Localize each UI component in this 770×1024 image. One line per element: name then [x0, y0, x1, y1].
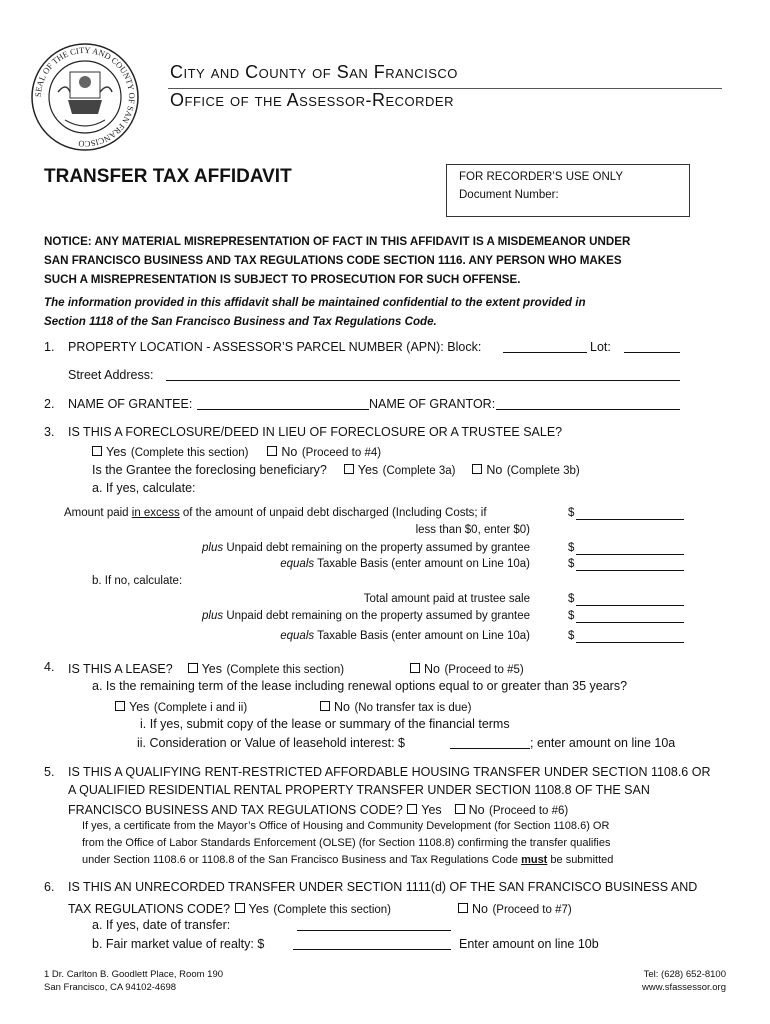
q3b-amount3-dollar: $	[568, 630, 575, 642]
beneficiary-question: Is the Grantee the foreclosing beneficiary?	[92, 463, 327, 477]
q4a-ii-label: ii. Consideration or Value of leasehold interest: $	[137, 736, 405, 750]
notice-line: SAN FRANCISCO BUSINESS AND TAX REGULATIONS CODE SECTION 1116. ANY PERSON WHO MAKES	[44, 254, 622, 267]
q2-number: 2.	[44, 397, 55, 411]
q1-label: PROPERTY LOCATION - ASSESSOR’S PARCEL NUMBER (APN): Block:	[68, 340, 482, 354]
beneficiary-yes-checkbox[interactable]	[344, 464, 354, 474]
grantor-label: NAME OF GRANTOR:	[369, 397, 496, 411]
confidentiality-statement	[44, 293, 586, 331]
q3b-row2	[100, 610, 530, 622]
q3a-amount3-field[interactable]	[576, 558, 684, 571]
q3b-amount1-dollar: $	[568, 593, 575, 605]
block-field[interactable]	[503, 340, 587, 353]
q4-question: IS THIS A LEASE?	[68, 662, 173, 676]
q3b-label: b. If no, calculate:	[92, 575, 183, 587]
q6-no-option	[458, 900, 572, 918]
q3b-amount2-dollar: $	[568, 610, 575, 622]
q5-line3: FRANCISCO BUSINESS AND TAX REGULATIONS CODE?	[68, 803, 403, 817]
q3a-amount2-field[interactable]	[576, 542, 684, 555]
footer-address-line1: 1 Dr. Carlton B. Goodlett Place, Room 190	[44, 969, 224, 980]
footer-contact	[520, 968, 726, 994]
footer-website[interactable]: www.sfassessor.org	[642, 982, 726, 993]
header-office: Office of the Assessor-Recorder	[170, 90, 454, 110]
q4a-no-label: No	[334, 700, 350, 714]
grantee-label: NAME OF GRANTEE:	[68, 397, 193, 411]
equals-label: equals	[280, 558, 315, 570]
leasehold-value-field[interactable]	[450, 736, 530, 749]
beneficiary-no-note: (Complete 3b)	[506, 465, 580, 477]
notice-line: NOTICE: ANY MATERIAL MISREPRESENTATION OF FACT IN THIS AFFIDAVIT IS A MISDEMEANOR UNDER	[44, 235, 631, 248]
q4a-i: i. If yes, submit copy of the lease or summary of the financial terms	[140, 717, 510, 731]
confidential-line: Section 1118 of the San Francisco Business and Tax Regulations Code.	[44, 315, 437, 328]
q3a-row2-text: Unpaid debt remaining on the property assumed by grantee	[223, 542, 530, 554]
q3b-amount3-field[interactable]	[576, 630, 684, 643]
seal-text: SEAL OF THE CITY AND COUNTY OF SAN FRANCISCO	[32, 44, 138, 150]
q4a-no-option	[320, 698, 471, 716]
header-divider	[168, 88, 722, 89]
q5-note3-must: must	[521, 854, 548, 866]
q4a-question: a. Is the remaining term of the lease including renewal options equal to or greater than 35 years?	[92, 679, 628, 693]
q5-note3-pre: under Section 1108.6 or 1108.8 of the San Francisco Business and Tax Regulations Code	[82, 854, 522, 866]
lot-label: Lot:	[590, 340, 611, 354]
footer-address-line2: San Francisco, CA 94102-4698	[44, 982, 177, 993]
q3a-label: a. If yes, calculate:	[92, 481, 196, 495]
q3a-row3	[100, 558, 530, 570]
q6-yes-note: (Complete this section)	[273, 904, 391, 916]
q6-line2-row	[68, 900, 391, 918]
q4a-yes-note: (Complete i and ii)	[153, 702, 248, 714]
q5-line3-row	[68, 801, 568, 819]
q3a-row1	[64, 507, 487, 519]
q3-yes-note: (Complete this section)	[130, 447, 249, 459]
q4-yes-checkbox[interactable]	[188, 663, 198, 673]
q5-note3-post: be submitted	[547, 854, 614, 866]
q3b-row2-text: Unpaid debt remaining on the property assumed by grantee	[223, 610, 530, 622]
q3-no-checkbox[interactable]	[267, 446, 277, 456]
q6-no-checkbox[interactable]	[458, 903, 468, 913]
q3-question: IS THIS A FORECLOSURE/DEED IN LIEU OF FORECLOSURE OR A TRUSTEE SALE?	[68, 425, 563, 439]
q4a-no-checkbox[interactable]	[320, 701, 330, 711]
plus-label: plus	[202, 542, 224, 554]
q5-no-label: No	[468, 803, 485, 817]
beneficiary-no-label: No	[486, 463, 503, 477]
confidential-line: The information provided in this affidavit shall be maintained confidential to the extent provided in	[44, 296, 586, 309]
q3-no-label: No	[281, 445, 298, 459]
q6-yes-checkbox[interactable]	[235, 903, 245, 913]
q3a-row3-text: Taxable Basis (enter amount on Line 10a)	[314, 558, 530, 570]
q3-yes-checkbox[interactable]	[92, 446, 102, 456]
q6b-post: Enter amount on line 10b	[459, 937, 599, 951]
q4-number: 4.	[44, 660, 55, 674]
q3-yes-label: Yes	[106, 445, 127, 459]
q4-no-option	[410, 660, 524, 678]
q4-no-note: (Proceed to #5)	[444, 664, 524, 676]
q4-yes-label: Yes	[201, 662, 222, 676]
street-address-label: Street Address:	[68, 368, 154, 382]
footer-address	[44, 968, 223, 994]
q5-note2: from the Office of Labor Standards Enforcement (OLSE) (for Section 1108.8) confirming the transfer qualifies	[82, 837, 611, 849]
recorder-use-label: FOR RECORDER’S USE ONLY	[459, 171, 624, 183]
street-address-field[interactable]	[166, 368, 680, 381]
q4a-no-note: (No transfer tax is due)	[354, 702, 472, 714]
q4a-yes-checkbox[interactable]	[115, 701, 125, 711]
q5-line1: IS THIS A QUALIFYING RENT-RESTRICTED AFFORDABLE HOUSING TRANSFER UNDER SECTION 1108.6 OR	[68, 765, 711, 779]
q5-yes-checkbox[interactable]	[407, 804, 417, 814]
grantor-field[interactable]	[496, 397, 680, 410]
q3a-row1-cont: less than $0, enter $0)	[415, 524, 530, 536]
q4-no-label: No	[424, 662, 440, 676]
q3b-row1: Total amount paid at trustee sale	[363, 593, 530, 605]
document-number-label: Document Number:	[459, 189, 559, 201]
q4a-ii-post: ; enter amount on line 10a	[530, 736, 676, 750]
beneficiary-yes-label: Yes	[357, 463, 379, 477]
beneficiary-yes-note: (Complete 3a)	[382, 465, 456, 477]
plus-label: plus	[202, 610, 224, 622]
header-city: City and County of San Francisco	[170, 62, 458, 82]
q3a-row2	[100, 542, 530, 554]
misrepresentation-notice	[44, 232, 630, 289]
q3b-row3-text: Taxable Basis (enter amount on Line 10a)	[314, 630, 530, 642]
q3b-amount1-field[interactable]	[576, 593, 684, 606]
q3b-amount2-field[interactable]	[576, 610, 684, 623]
q3a-row1-excess: in excess	[131, 507, 180, 519]
q6b-label: b. Fair market value of realty: $	[92, 937, 265, 951]
q4-yes-note: (Complete this section)	[226, 664, 345, 676]
q5-note3	[82, 854, 613, 866]
page-title: TRANSFER TAX AFFIDAVIT	[44, 166, 292, 187]
q5-yes-label: Yes	[421, 803, 442, 817]
q4-row	[68, 660, 344, 678]
beneficiary-no-checkbox[interactable]	[472, 464, 482, 474]
q6-number: 6.	[44, 880, 55, 894]
lot-field[interactable]	[624, 340, 680, 353]
q6-line2: TAX REGULATIONS CODE?	[68, 902, 231, 916]
q4a-yes-label: Yes	[129, 700, 150, 714]
q3-no-note: (Proceed to #4)	[301, 447, 382, 459]
grantee-field[interactable]	[197, 397, 369, 410]
q6-yes-label: Yes	[248, 902, 269, 916]
q1-number: 1.	[44, 340, 55, 354]
q6-no-note: (Proceed to #7)	[492, 904, 572, 916]
q3-beneficiary-row	[92, 461, 580, 479]
q5-no-checkbox[interactable]	[455, 804, 465, 814]
q6-no-label: No	[472, 902, 488, 916]
q5-note1: If yes, a certificate from the Mayor’s Office of Housing and Community Development (for Section 1108.6) OR	[82, 820, 610, 832]
q3-options	[92, 443, 381, 461]
equals-label: equals	[280, 630, 315, 642]
transfer-date-field[interactable]	[297, 918, 451, 931]
city-seal	[30, 42, 140, 152]
q3a-amount1-dollar: $	[568, 507, 575, 519]
q3a-amount3-dollar: $	[568, 558, 575, 570]
notice-line: SUCH A MISREPRESENTATION IS SUBJECT TO PROSECUTION FOR SUCH OFFENSE.	[44, 273, 521, 286]
q3b-row3	[100, 630, 530, 642]
q6-line1: IS THIS AN UNRECORDED TRANSFER UNDER SECTION 1111(d) OF THE SAN FRANCISCO BUSINESS AND	[68, 880, 698, 894]
q3a-row1-pre: Amount paid	[64, 507, 132, 519]
q5-number: 5.	[44, 765, 55, 779]
q4-no-checkbox[interactable]	[410, 663, 420, 673]
q3a-row1-post: of the amount of unpaid debt discharged (Including Costs; if	[179, 507, 487, 519]
fair-market-value-field[interactable]	[293, 937, 451, 950]
q3a-amount2-dollar: $	[568, 542, 575, 554]
q5-no-note: (Proceed to #6)	[489, 805, 569, 817]
q4a-yes-option	[115, 698, 247, 716]
q3-number: 3.	[44, 425, 55, 439]
footer-phone: Tel: (628) 652-8100	[643, 969, 726, 980]
q5-line2: A QUALIFIED RESIDENTIAL RENTAL PROPERTY TRANSFER UNDER SECTION 1108.8 OF THE SAN	[68, 783, 650, 797]
q6a-label: a. If yes, date of transfer:	[92, 918, 231, 932]
q3a-amount1-field[interactable]	[576, 507, 684, 520]
